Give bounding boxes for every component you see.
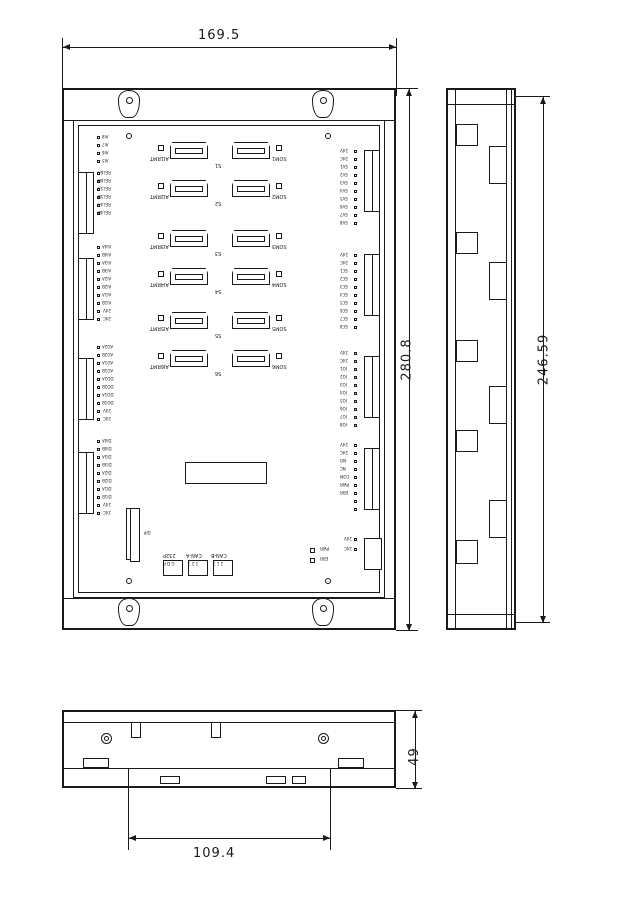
led-err-label: ERR (320, 556, 329, 561)
connector-s1-right[interactable] (232, 142, 270, 159)
left-block-1-label-5: REL6B (98, 178, 111, 183)
dim-arrow-left (63, 44, 70, 50)
led-err-indicator (310, 558, 315, 563)
right-block-1-label-3: SV2 (340, 172, 348, 177)
bottom-width-arrow-left (129, 835, 136, 841)
connector-s2-label: S2 (215, 200, 222, 206)
left-block-1-divider (86, 173, 87, 233)
connector-s6-left-label: AI6RMT (150, 363, 169, 369)
side-chamfer-bottom (447, 614, 515, 615)
dim-arrow-down (406, 624, 412, 631)
bottom-tab-1 (131, 722, 141, 738)
bottom-screw-right-center (321, 736, 326, 741)
connector-s4-left[interactable] (170, 268, 208, 285)
dip-switch-label: DIP (144, 530, 151, 535)
dim-bottom-width: 109.4 (193, 846, 236, 861)
left-block-3-label-5: DO2B (102, 384, 114, 389)
side-chamfer-top (447, 104, 515, 105)
side-tab-2 (489, 262, 507, 300)
port-can-b-pins: 2 1 3 (213, 561, 224, 566)
connector-s6-right[interactable] (232, 350, 270, 367)
left-block-2-label-1: AI4B (102, 252, 112, 257)
pad-s5-left (158, 315, 164, 321)
led-pwr-label: PWR (320, 546, 330, 551)
right-block-1-label-5: SV4 (340, 188, 348, 193)
right-block-4-label-6: ERR (340, 490, 349, 495)
right-block-3-label-5: IO4 (340, 390, 347, 395)
right-block-4-divider (372, 449, 373, 509)
left-block-4-label-8: 24V (103, 502, 111, 507)
left-block-3-label-4: DO2A (102, 376, 114, 381)
bottom-screw-left-center (104, 736, 109, 741)
left-block-2-label-5: AI2B (102, 284, 112, 289)
connector-s1-label: S1 (215, 162, 222, 168)
pad-s2-right (276, 183, 282, 189)
dim-arrow-right (389, 44, 396, 50)
dim-bottom-height: 49 (406, 747, 422, 766)
left-block-1-label-4: REL6A (98, 170, 111, 175)
connector-s2-left[interactable] (170, 180, 208, 197)
connector-s1-right-label: SOM1 (272, 155, 287, 161)
right-block-2-label-8: SC7 (340, 316, 348, 321)
bottom-notch-b (266, 776, 286, 784)
left-block-3-label-3: AO1B (102, 368, 114, 373)
side-inner-line-3 (511, 89, 512, 629)
side-dim-arrow-down (540, 616, 546, 623)
right-block-2-label-2: SC1 (340, 268, 348, 273)
bottom-dim-ext-top (396, 710, 422, 711)
right-block-4-label-0: 24V (340, 442, 348, 447)
port-can-a-pins: 1 2 3 (188, 561, 199, 566)
right-block-2-divider (372, 255, 373, 315)
pad-s2-left (158, 183, 164, 189)
right-block-2-label-6: SC5 (340, 300, 348, 305)
left-block-4-label-7: DI1B (102, 494, 112, 499)
connector-s6-right-label: SOM6 (272, 363, 287, 369)
mounting-hole-top-left (118, 90, 140, 118)
right-block-3-label-3: IO2 (340, 374, 347, 379)
side-tab-3 (489, 386, 507, 424)
port-can-a-label: CAN-A (186, 552, 202, 558)
left-block-3-label-9: 24C (103, 416, 111, 421)
right-block-3-divider (372, 357, 373, 417)
right-block-1-label-6: SV5 (340, 196, 348, 201)
left-block-4-label-2: DI3A (102, 454, 112, 459)
left-block-4-label-9: 24C (103, 510, 111, 515)
connector-s2-left-label: AI2RMT (150, 193, 169, 199)
dim-arrow-up (406, 89, 412, 96)
side-tab-1 (489, 146, 507, 184)
right-block-1-label-7: SV6 (340, 204, 348, 209)
pad-s1-right (276, 145, 282, 151)
pad-s3-left (158, 233, 164, 239)
connector-s4-right-label: SOM4 (272, 281, 287, 287)
left-block-4-label-4: DI2A (102, 470, 112, 475)
mounting-hole-bottom-right (312, 598, 334, 626)
right-block-2-label-7: SC6 (340, 308, 348, 313)
label-plate (185, 462, 267, 484)
connector-s4-right[interactable] (232, 268, 270, 285)
left-block-2-label-3: AI3B (102, 268, 112, 273)
connector-s5-right-label: SOM5 (272, 325, 287, 331)
bottom-width-arrow-right (323, 835, 330, 841)
right-block-4-label-3: NC (340, 466, 346, 471)
right-block-2-label-3: SC2 (340, 276, 348, 281)
bottom-dim-ext-bottom (396, 788, 422, 789)
right-block-2-label-0: 24V (340, 252, 348, 257)
port-232p-pins: G D R (163, 561, 175, 566)
connector-s6-left[interactable] (170, 350, 208, 367)
power-contact-2 (354, 548, 357, 551)
flange-bottom-line (63, 598, 395, 599)
side-notch-2 (456, 232, 478, 254)
power-label-24c: 24C (344, 546, 352, 551)
left-block-2-label-6: AI1A (102, 292, 112, 297)
bottom-tab-2 (211, 722, 221, 738)
connector-s3-left[interactable] (170, 230, 208, 247)
power-contact-1 (354, 538, 357, 541)
left-block-4-label-6: DI1A (102, 486, 112, 491)
left-block-3-label-8: 24V (103, 408, 111, 413)
connector-s5-right[interactable] (232, 312, 270, 329)
connector-s2-right[interactable] (232, 180, 270, 197)
connector-s5-label: S5 (215, 332, 222, 338)
right-block-2-label-1: 24C (340, 260, 348, 265)
bottom-inner-line-mid (63, 768, 395, 769)
left-block-4-label-1: DI4B (102, 446, 112, 451)
connector-s3-label: S3 (215, 250, 222, 256)
left-block-3-label-7: DO1B (102, 400, 114, 405)
connector-s5-left[interactable] (170, 312, 208, 329)
connector-s3-left-label: AI3RMT (150, 243, 169, 249)
bottom-width-ext-right (330, 788, 331, 850)
right-block-1-label-4: SV3 (340, 180, 348, 185)
bottom-foot-right (338, 758, 364, 768)
left-block-1-label-9: REL4B (98, 210, 111, 215)
bottom-inner-line-top (63, 722, 395, 723)
left-block-2-label-8: 24V (103, 308, 111, 313)
left-block-1-label-3: AI5 (102, 158, 109, 163)
right-block-1-label-0: 24V (340, 148, 348, 153)
left-block-1-label-0: AI8 (102, 134, 109, 139)
pcb-screw-bottom-left (126, 578, 132, 584)
mounting-hole-top-right (312, 90, 334, 118)
right-block-1-label-9: SV8 (340, 220, 348, 225)
power-terminal-block[interactable] (364, 538, 382, 570)
connector-s6-label: S6 (215, 370, 222, 376)
pad-s6-right (276, 353, 282, 359)
port-232p-label: 232P (163, 552, 176, 558)
left-block-1-label-8: REL4A (98, 202, 111, 207)
left-block-2-label-4: AI2A (102, 276, 112, 281)
connector-s5-left-label: AI5RMT (150, 325, 169, 331)
left-edge-connector (130, 508, 140, 562)
right-block-3-label-6: IO5 (340, 398, 347, 403)
right-block-2-label-4: SC3 (340, 284, 348, 289)
left-block-3-label-6: DO1A (102, 392, 114, 397)
left-block-2-label-0: AI4A (102, 244, 112, 249)
led-pwr-indicator (310, 548, 315, 553)
side-notch-1 (456, 124, 478, 146)
right-block-4-label-4: COM (340, 474, 350, 479)
bottom-width-dim-line (128, 838, 330, 839)
pad-s1-left (158, 145, 164, 151)
right-block-4-label-2: NO (340, 458, 347, 463)
connector-s3-right-label: SOM3 (272, 243, 287, 249)
power-label-24v: 24V (344, 536, 352, 541)
bottom-dim-arrow-down (412, 782, 418, 789)
connector-s4-left-label: AI4RMT (150, 281, 169, 287)
connector-s3-right[interactable] (232, 230, 270, 247)
connector-s1-left[interactable] (170, 142, 208, 159)
bottom-step-left (128, 768, 129, 788)
right-block-2-label-9: SC8 (340, 324, 348, 329)
pad-s5-right (276, 315, 282, 321)
bottom-foot-left (83, 758, 109, 768)
right-block-1-label-1: 24C (340, 156, 348, 161)
right-block-4-label-5: PWR (340, 482, 350, 487)
right-block-3-label-4: IO3 (340, 382, 347, 387)
left-block-2-divider (86, 259, 87, 319)
pad-s4-right (276, 271, 282, 277)
left-block-1-label-1: AI7 (102, 142, 109, 147)
side-notch-3 (456, 340, 478, 362)
right-block-3-label-7: IO6 (340, 406, 347, 411)
right-block-3-label-9: IO8 (340, 422, 347, 427)
right-block-4-label-1: 24C (340, 450, 348, 455)
dim-front-width: 169.5 (198, 28, 241, 43)
left-block-4-label-5: DI2B (102, 478, 112, 483)
left-block-3-divider (86, 359, 87, 419)
left-block-3-label-0: AO2A (102, 344, 114, 349)
connector-s1-left-label: AI1RMT (150, 155, 169, 161)
left-block-1-label-6: REL5A (98, 186, 111, 191)
pad-s4-left (158, 271, 164, 277)
left-block-2-label-7: AI1B (102, 300, 112, 305)
pad-s6-left (158, 353, 164, 359)
mounting-hole-bottom-left (118, 598, 140, 626)
side-notch-5 (456, 540, 478, 564)
side-notch-4 (456, 430, 478, 452)
left-block-3-label-2: AO1A (102, 360, 114, 365)
side-tab-4 (489, 500, 507, 538)
left-block-1-label-2: AI6 (102, 150, 109, 155)
right-block-3-label-1: 24C (340, 358, 348, 363)
dim-line-width (62, 47, 396, 48)
left-block-2-label-2: AI3A (102, 260, 112, 265)
left-block-2-label-9: 24C (103, 316, 111, 321)
left-block-4-label-3: DI3B (102, 462, 112, 467)
connector-s4-label: S4 (215, 288, 222, 294)
left-block-3-label-1: AO2B (102, 352, 114, 357)
pcb-inner-frame (78, 125, 380, 593)
right-block-2-label-5: SC4 (340, 292, 348, 297)
left-block-1-label-7: REL5B (98, 194, 111, 199)
connector-s2-right-label: SOM2 (272, 193, 287, 199)
bottom-notch-a (160, 776, 180, 784)
port-can-b-label: CAN-B (211, 552, 227, 558)
right-block-3-label-2: IO1 (340, 366, 347, 371)
dim-front-height: 280.8 (399, 338, 415, 381)
right-block-1-label-2: SV1 (340, 164, 348, 169)
bottom-notch-c (292, 776, 306, 784)
pcb-screw-top-left (126, 133, 132, 139)
side-dim-arrow-up (540, 97, 546, 104)
left-block-4-divider (86, 453, 87, 513)
right-block-1-divider (372, 151, 373, 211)
bottom-step-right (330, 768, 331, 788)
pcb-screw-bottom-right (325, 578, 331, 584)
right-block-3-label-8: IO7 (340, 414, 347, 419)
bottom-dim-arrow-up (412, 711, 418, 718)
pcb-screw-top-right (325, 133, 331, 139)
left-block-4-label-0: DI4A (102, 438, 112, 443)
dim-side-height: 246.59 (536, 333, 552, 386)
right-block-1-label-8: SV7 (340, 212, 348, 217)
right-block-3-label-0: 24V (340, 350, 348, 355)
pad-s3-right (276, 233, 282, 239)
